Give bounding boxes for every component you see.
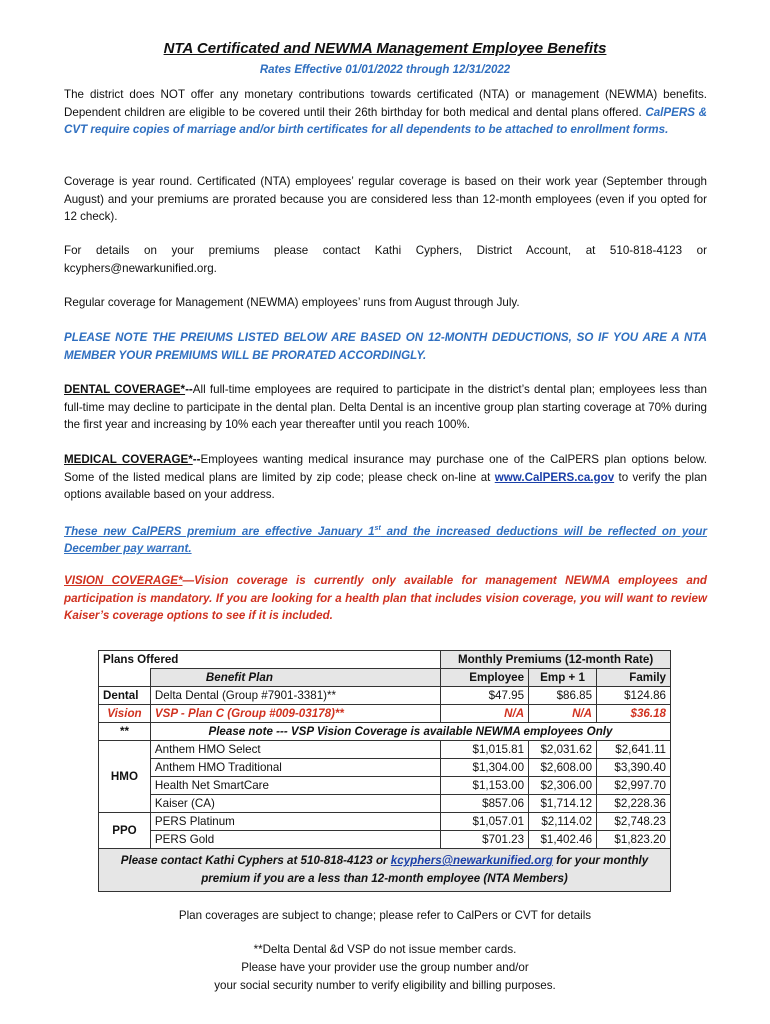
- footer-line-1: Plan coverages are subject to change; please refer to CalPers or CVT for details: [178, 909, 592, 922]
- footer-line-2: **Delta Dental &d VSP do not issue member cards.: [253, 943, 517, 956]
- table-row-ppo-1: [99, 831, 671, 849]
- dental-category: Dental: [99, 687, 151, 705]
- calpers-new-paragraph: [64, 520, 707, 558]
- family-header: Family: [597, 669, 671, 687]
- table-header-row: [99, 651, 671, 669]
- emp-plus-one-header: Emp + 1: [529, 669, 597, 687]
- hmo-employee-2: $1,153.00: [441, 777, 529, 795]
- management-paragraph: Regular coverage for Management (NEWMA) employees’ runs from August through July.: [64, 296, 520, 309]
- dental-sep: --: [185, 383, 193, 396]
- dental-text: All full-time employees are required to participate in the district’s dental plan; employees less than full-time may decline to participate in the dental plan. Delta Dental is an incentive group plan starting coverage at 70% during the first year and increasing by 10% each year thereafter until you reach 100%.: [64, 383, 707, 431]
- footer-line-3: Please have your provider use the group number and/or: [241, 961, 529, 974]
- vision-note: Please note --- VSP Vision Coverage is available NEWMA employees Only: [150, 723, 670, 741]
- hmo-employee-1: $1,304.00: [441, 759, 529, 777]
- hmo-employee-0: $1,015.81: [441, 741, 529, 759]
- contact-cell: [99, 849, 671, 892]
- calpers-new-text-2: and the increased deductions will be reflected on your December pay warrant.: [64, 524, 707, 556]
- medical-label: MEDICAL COVERAGE*: [64, 453, 193, 466]
- table-row-vision: [99, 705, 671, 723]
- footer-line-4: your social security number to verify eligibility and billing purposes.: [214, 979, 556, 992]
- category-header: [99, 669, 151, 687]
- calpers-link[interactable]: www.CalPERS.ca.gov: [494, 470, 615, 484]
- vision-emp1: N/A: [529, 705, 597, 723]
- table-row-hmo-1: [99, 759, 671, 777]
- vision-employee: N/A: [441, 705, 529, 723]
- vision-text: —Vision coverage is currently only available for management NEWMA employees and participation is mandatory. If you are looking for a health plan that includes vision coverage, you will want to review Kaiser’s coverage options to see if it is included.: [64, 574, 707, 622]
- table-row-hmo-0: [99, 741, 671, 759]
- benefit-plan-header: Benefit Plan: [150, 669, 440, 687]
- ppo-employee-0: $1,057.01: [441, 813, 529, 831]
- vision-label: VISION COVERAGE*: [64, 574, 183, 587]
- vision-category: Vision: [99, 705, 151, 723]
- intro-note: CalPERS & CVT require copies of marriage and/or birth certificates for all dependents to be attached to enrollment forms.: [64, 105, 707, 136]
- hmo-emp1-2: $2,306.00: [529, 777, 597, 795]
- contact-email-link[interactable]: kcyphers@newarkunified.org: [390, 854, 553, 867]
- hmo-plan-1: Anthem HMO Traditional: [150, 759, 440, 777]
- rates-effective: Rates Effective 01/01/2022 through 12/31/2022: [259, 64, 511, 76]
- dental-paragraph: [64, 381, 707, 434]
- ppo-employee-1: $701.23: [441, 831, 529, 849]
- hmo-plan-0: Anthem HMO Select: [150, 741, 440, 759]
- dental-employee: $47.95: [441, 687, 529, 705]
- calpers-new-text-1: These new CalPERS premium are effective January 1: [64, 524, 375, 538]
- contact-text-2: for your monthly premium if you are a less than 12-month employee (NTA Members): [201, 854, 649, 885]
- table-row-dental: [99, 687, 671, 705]
- hmo-plan-2: Health Net SmartCare: [150, 777, 440, 795]
- hmo-family-2: $2,997.70: [597, 777, 671, 795]
- dental-emp1: $86.85: [529, 687, 597, 705]
- employee-header: Employee: [441, 669, 529, 687]
- table-row-ppo-0: [99, 813, 671, 831]
- hmo-emp1-0: $2,031.62: [529, 741, 597, 759]
- vision-family: $36.18: [597, 705, 671, 723]
- note-category: **: [99, 723, 151, 741]
- dental-family: $124.86: [597, 687, 671, 705]
- hmo-category: HMO: [99, 741, 151, 813]
- table-row-note: [99, 723, 671, 741]
- hmo-family-3: $2,228.36: [597, 795, 671, 813]
- ppo-family-0: $2,748.23: [597, 813, 671, 831]
- ppo-plan-0: PERS Platinum: [150, 813, 440, 831]
- vision-paragraph: [64, 572, 707, 625]
- hmo-family-1: $3,390.40: [597, 759, 671, 777]
- intro-text: The district does NOT offer any monetary contributions towards certificated (NTA) or management (NEWMA) benefits. Dependent children are eligible to be covered until their 26th birthday for both medical and dental plans offered.: [64, 88, 707, 119]
- table-row-contact: [99, 849, 671, 892]
- intro-paragraph: [64, 86, 707, 139]
- medical-text-2: to verify the plan options available based on your address.: [64, 470, 707, 501]
- ppo-emp1-1: $1,402.46: [529, 831, 597, 849]
- plans-offered-header: Plans Offered: [99, 651, 441, 669]
- dental-label: DENTAL COVERAGE*: [64, 383, 186, 396]
- hmo-emp1-1: $2,608.00: [529, 759, 597, 777]
- vision-plan: VSP - Plan C (Group #009-03178)**: [150, 705, 440, 723]
- details-paragraph: For details on your premiums please contact Kathi Cyphers, District Account, at 510-818-4123 or kcyphers@newarkunified.org.: [64, 244, 707, 275]
- ppo-category: PPO: [99, 813, 151, 849]
- ppo-plan-1: PERS Gold: [150, 831, 440, 849]
- coverage-paragraph: Coverage is year round. Certificated (NTA) employees’ regular coverage is based on their work year (September through August) and your premiums are prorated because you are considered less than 12-month employees (even if you opted for 12 check).: [64, 175, 707, 223]
- please-note-paragraph: PLEASE NOTE THE PREIUMS LISTED BELOW ARE BASED ON 12-MONTH DEDUCTIONS, SO IF YOU ARE A NTA MEMBER YOUR PREMIUMS WILL BE PRORATED ACCORDINGLY.: [64, 331, 707, 362]
- contact-text-1: Please contact Kathi Cyphers at 510-818-4123 or: [120, 854, 388, 867]
- medical-sep: --: [192, 453, 201, 466]
- medical-paragraph: [64, 451, 707, 504]
- table-subheader-row: [99, 669, 671, 687]
- monthly-premiums-header: Monthly Premiums (12-month Rate): [441, 651, 671, 669]
- medical-text-1: Employees wanting medical insurance may purchase one of the CalPERS plan options below. Some of the listed medical plans are limited by zip code; please check on-line at: [64, 453, 707, 484]
- plans-table: [98, 650, 671, 892]
- hmo-family-0: $2,641.11: [597, 741, 671, 759]
- calpers-new-sup: st: [374, 525, 381, 532]
- page-title: NTA Certificated and NEWMA Management Employee Benefits: [163, 40, 607, 57]
- hmo-employee-3: $857.06: [441, 795, 529, 813]
- hmo-emp1-3: $1,714.12: [529, 795, 597, 813]
- table-row-hmo-2: [99, 777, 671, 795]
- hmo-plan-3: Kaiser (CA): [150, 795, 440, 813]
- table-row-hmo-3: [99, 795, 671, 813]
- ppo-emp1-0: $2,114.02: [529, 813, 597, 831]
- dental-plan: Delta Dental (Group #7901-3381)**: [150, 687, 440, 705]
- ppo-family-1: $1,823.20: [597, 831, 671, 849]
